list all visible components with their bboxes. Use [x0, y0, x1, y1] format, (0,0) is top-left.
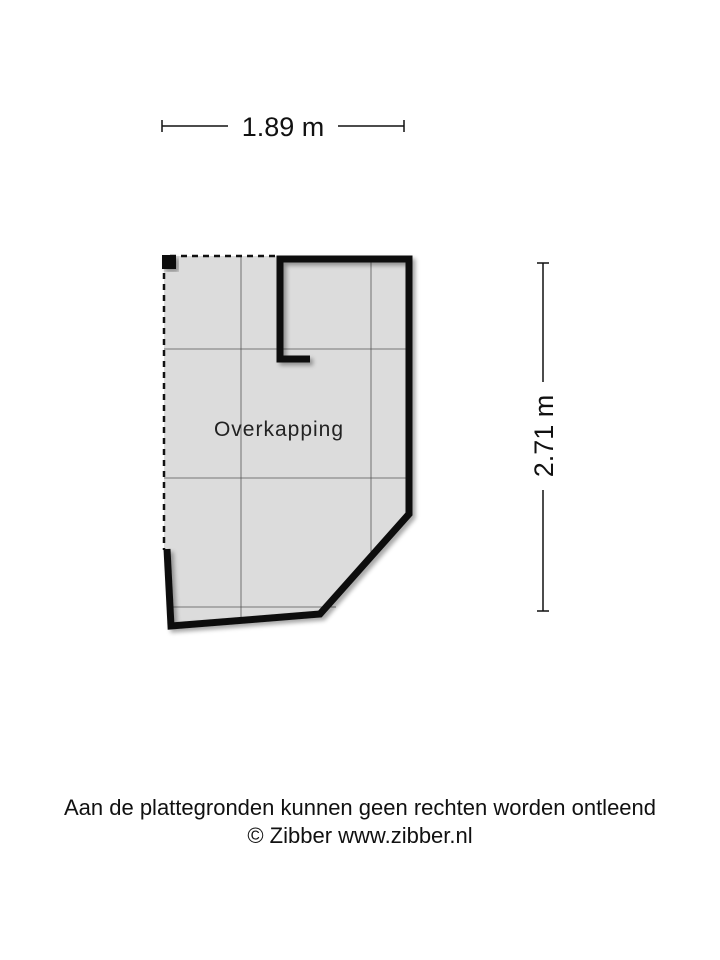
copyright-text: © Zibber www.zibber.nl [247, 823, 473, 848]
height-dimension-label: 2.71 m [529, 394, 559, 478]
disclaimer-text: Aan de plattegronden kunnen geen rechten worden ontleend [63, 795, 657, 820]
height-dimension [529, 263, 559, 611]
corner-post [162, 255, 176, 269]
width-dimension [162, 112, 404, 142]
room-label: Overkapping [213, 418, 345, 441]
room-floor [164, 256, 409, 626]
width-dimension-label: 1.89 m [241, 112, 325, 142]
